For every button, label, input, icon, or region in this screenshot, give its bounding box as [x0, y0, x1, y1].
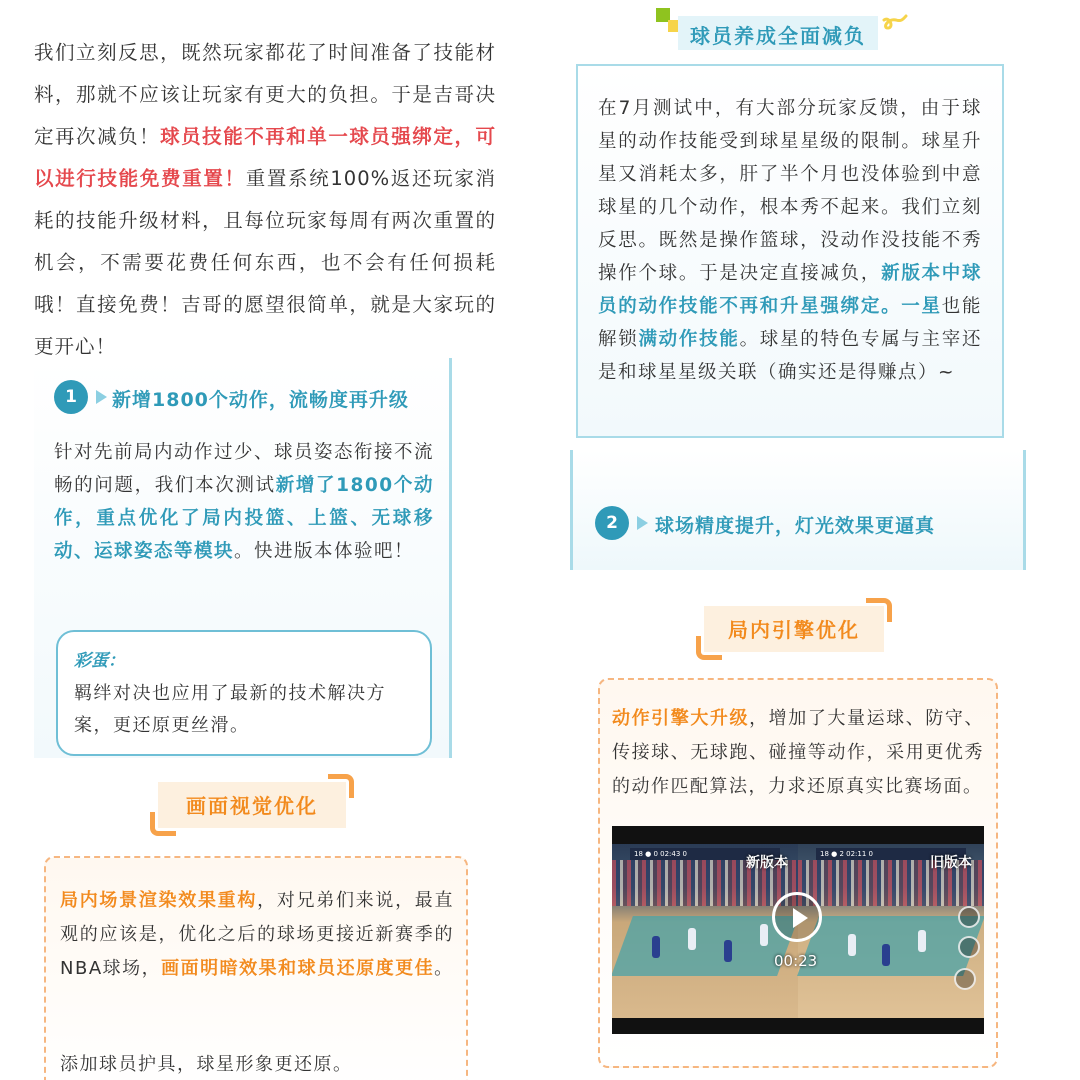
reduce-highlight-1: 新版本中球员的动作技能不再和升星强绑定。一星: [598, 263, 982, 317]
section-1-highlight: 新增了1800个动作，重点优化了局内投篮、上篮、无球移动、运球姿态等模块: [54, 475, 434, 562]
section-1-text: [54, 436, 434, 568]
reduce-text-a: 在7月测试中，有大部分玩家反馈，由于球星的动作技能受到球星星级的限制。球星升星又消耗太多，肝了半个月也没体验到中意球星的几个动作，根本秀不起来。我们立刻反思。既然是操作篮球，没动作没技能不秀操作个球。于是决定直接减负，: [598, 98, 982, 284]
section-number-badge: 1: [54, 380, 88, 414]
label-new-version: 新版本: [746, 855, 788, 871]
reduce-text: [598, 92, 982, 389]
scoreboard-new: 18 ● 0 02:43 0: [630, 848, 780, 860]
reduce-text-b: 也能解锁: [598, 296, 982, 350]
player: [848, 934, 856, 956]
section-1-box: [34, 358, 452, 758]
video-timestamp: 00:23: [774, 952, 818, 970]
section-header-engine: [704, 606, 884, 652]
section-header-visual: [158, 782, 346, 828]
engine-text: [612, 702, 984, 804]
easter-egg-card: [56, 630, 432, 756]
player: [918, 930, 926, 952]
visual-text-2: 。: [434, 958, 454, 979]
visual-optimization-text: [60, 884, 454, 986]
player: [688, 928, 696, 950]
intro-text: 我们立刻反思，既然玩家都花了时间准备了技能材料，那就不应该让玩家有更大的负担。于是吉哥决定再次减负！: [34, 41, 496, 148]
game-control-icon: [958, 906, 980, 928]
reduce-text-c: 。球星的特色专属与主宰还是和球星星级关联（确实还是得赚点）~: [598, 329, 982, 383]
section-1-text-a: 针对先前局内动作过少、球员姿态衔接不流畅的问题，我们本次测试: [54, 442, 435, 496]
intro-highlight: 球员技能不再和单一球员强绑定，可以进行技能免费重置！: [34, 125, 496, 190]
court-paint: [797, 916, 984, 976]
game-control-icon: [954, 968, 976, 990]
video-player[interactable]: [612, 826, 984, 1034]
player: [724, 940, 732, 962]
section-number-badge: 2: [595, 506, 629, 540]
section-header-reduce-text: 球员养成全面减负: [690, 24, 866, 48]
section-2-box: [570, 450, 1026, 570]
intro-paragraph: [34, 32, 496, 368]
visual-highlight-1: 局内场景渲染效果重构: [60, 890, 258, 911]
intro-text-rest: 重置系统100%返还玩家消耗的技能升级材料，且每位玩家每周有两次重置的机会，不需要花费任何东西，也不会有任何损耗哦！直接免费！吉哥的愿望很简单，就是大家玩的更开心！: [34, 167, 496, 358]
reduce-highlight-2: 满动作技能: [638, 329, 740, 350]
arrow-icon: [96, 390, 107, 404]
play-button[interactable]: [772, 892, 822, 942]
engine-text-body: ，增加了大量运球、防守、传接球、无球跑、碰撞等动作，采用更优秀的动作匹配算法，力求还原真实比赛场面。: [612, 708, 985, 797]
section-1-text-b: 。快进版本体验吧！: [234, 541, 415, 562]
visual-optimization-text-2: 添加球员护具，球星形象更还原。: [60, 1054, 353, 1075]
game-control-icon: [958, 936, 980, 958]
arrow-icon: [637, 516, 648, 530]
section-header-engine-text: 局内引擎优化: [728, 618, 860, 642]
engine-highlight: 动作引擎大升级: [612, 708, 750, 729]
section-2-title: 球场精度提升，灯光效果更逼真: [655, 515, 936, 537]
easter-egg-text: 羁绊对决也应用了最新的技术解决方案，更还原更丝滑。: [74, 683, 386, 736]
court-paint: [612, 916, 799, 976]
easter-egg-title: 彩蛋：: [74, 651, 125, 671]
swirl-icon: [880, 14, 908, 42]
player: [760, 924, 768, 946]
play-icon: [793, 908, 808, 928]
section-header-reduce: [666, 12, 898, 54]
reduce-box: [576, 64, 1004, 438]
section-1-title: 新增1800个动作，流畅度再升级: [112, 389, 409, 411]
visual-highlight-2: 画面明暗效果和球员还原度更佳: [161, 958, 435, 979]
section-header-visual-text: 画面视觉优化: [186, 794, 318, 818]
visual-optimization-box: [44, 856, 468, 1080]
scoreboard-old: 18 ● 2 02:11 0: [816, 848, 966, 860]
player: [882, 944, 890, 966]
visual-text-1: ，对兄弟们来说，最直观的应该是，优化之后的球场更接近新赛季的NBA球场，: [60, 890, 455, 979]
player: [652, 936, 660, 958]
label-old-version: 旧版本: [930, 855, 972, 871]
